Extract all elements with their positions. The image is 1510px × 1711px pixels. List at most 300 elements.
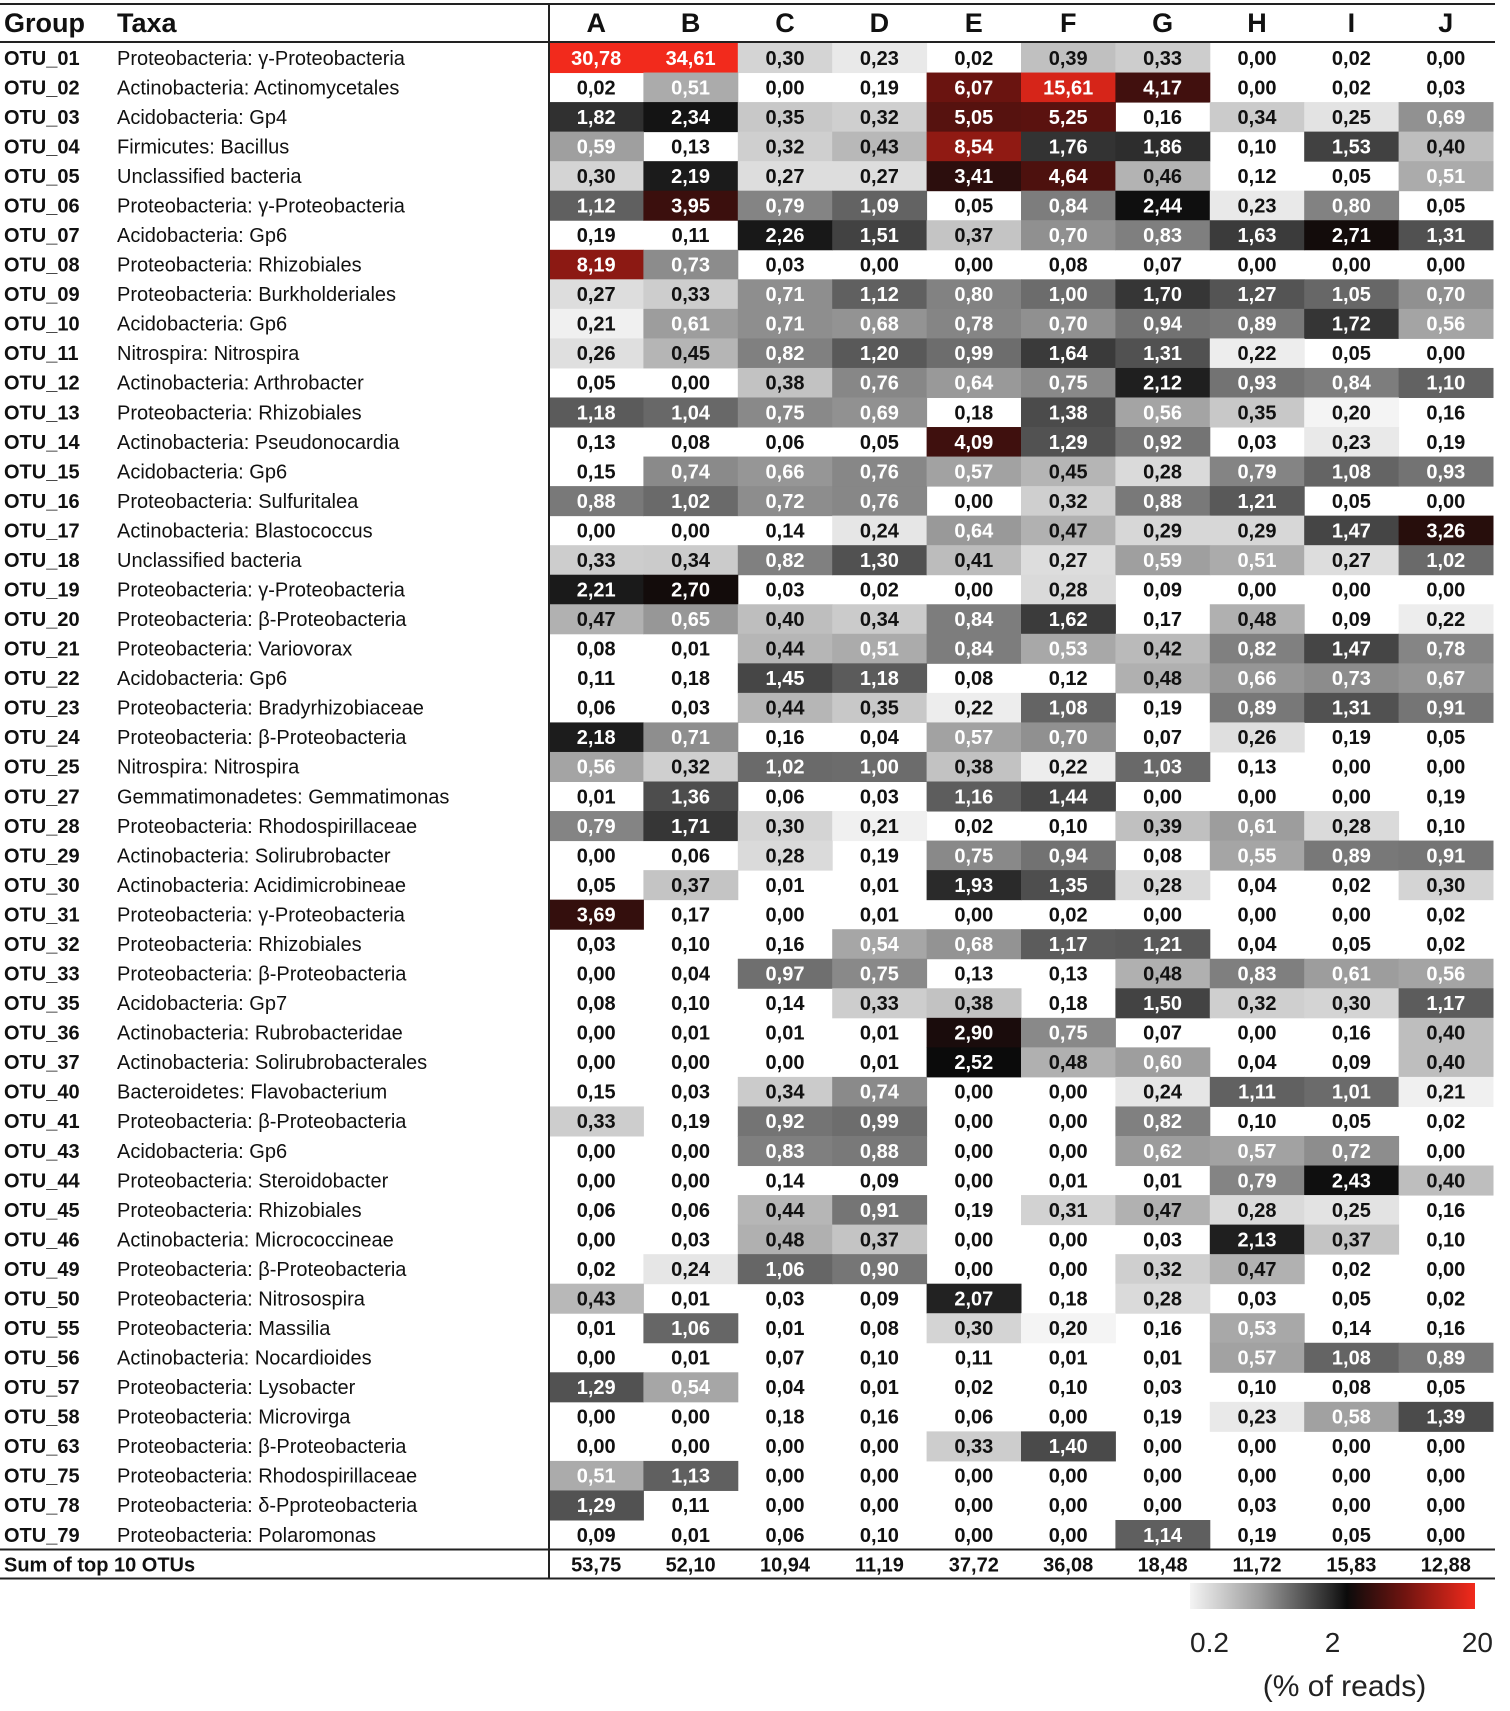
- cell-value-label: 0,30: [765, 815, 805, 838]
- cell-value-label: 0,06: [765, 431, 805, 454]
- cell-value-label: 0,31: [1048, 1199, 1088, 1222]
- cell-value-label: 0,05: [1331, 343, 1371, 366]
- cell-value-label: 0,97: [765, 963, 805, 986]
- cell-value-label: 1,62: [1048, 609, 1088, 632]
- row-otu-label: OTU_14: [4, 431, 80, 454]
- row-taxa-label: Proteobacteria: Microvirga: [117, 1406, 351, 1429]
- cell-value-label: 1,53: [1331, 136, 1371, 159]
- cell-value-label: 0,00: [671, 1436, 711, 1459]
- cell-value-label: 0,07: [1143, 727, 1183, 750]
- cell-value-label: 0,54: [859, 933, 899, 956]
- cell-value-label: 0,67: [1426, 668, 1466, 691]
- cell-value-label: 0,16: [1331, 1022, 1371, 1045]
- cell-value-label: 0,78: [954, 313, 994, 336]
- cell-value-label: 0,60: [1143, 1052, 1183, 1075]
- row-otu-label: OTU_04: [4, 136, 80, 159]
- cell-value-label: 0,00: [1237, 786, 1277, 809]
- cell-value-label: 2,12: [1143, 372, 1183, 395]
- cell-value-label: 0,00: [859, 1436, 899, 1459]
- cell-value-label: 0,88: [859, 1140, 899, 1163]
- cell-value-label: 0,00: [1426, 1258, 1466, 1281]
- cell-value-label: 0,02: [954, 815, 994, 838]
- cell-value-label: 0,89: [1426, 1347, 1466, 1370]
- cell-value-label: 0,17: [1143, 609, 1183, 632]
- cell-value-label: 15,61: [1043, 77, 1094, 100]
- cell-value-label: 1,63: [1237, 225, 1277, 248]
- cell-value-label: 0,51: [1426, 165, 1466, 188]
- cell-value-label: 0,17: [671, 904, 711, 927]
- cell-value-label: 0,93: [1237, 372, 1277, 395]
- row-otu-label: OTU_79: [4, 1524, 80, 1547]
- row-taxa-label: Proteobacteria: Polaromonas: [117, 1524, 377, 1547]
- cell-value-label: 0,28: [1237, 1199, 1277, 1222]
- cell-value-label: 0,12: [1048, 668, 1088, 691]
- cell-value-label: 0,48: [1237, 609, 1277, 632]
- cell-value-label: 0,15: [576, 1081, 616, 1104]
- column-header-j: J: [1438, 8, 1454, 38]
- cell-value-label: 0,82: [1237, 638, 1277, 661]
- cell-value-label: 1,47: [1331, 520, 1371, 543]
- cell-value-label: 0,03: [1237, 1495, 1277, 1518]
- cell-value-label: 0,00: [576, 1140, 616, 1163]
- row-taxa-label: Nitrospira: Nitrospira: [117, 343, 300, 366]
- cell-value-label: 0,00: [1237, 904, 1277, 927]
- cell-value-label: 0,38: [765, 372, 805, 395]
- color-scale-tick-label: 0.2: [1190, 1627, 1229, 1658]
- row-otu-label: OTU_17: [4, 520, 80, 543]
- cell-value-label: 0,02: [1331, 874, 1371, 897]
- cell-value-label: 0,05: [1331, 1111, 1371, 1134]
- row-otu-label: OTU_28: [4, 815, 80, 838]
- cell-value-label: 0,03: [859, 786, 899, 809]
- cell-value-label: 0,16: [1143, 1317, 1183, 1340]
- row-taxa-label: Proteobacteria: Burkholderiales: [117, 284, 397, 307]
- row-taxa-label: Actinobacteria: Rubrobacteridae: [117, 1022, 403, 1045]
- cell-value-label: 2,07: [954, 1288, 994, 1311]
- cell-value-label: 0,61: [671, 313, 711, 336]
- row-taxa-label: Proteobacteria: Rhizobiales: [117, 933, 362, 956]
- cell-value-label: 0,00: [1426, 47, 1466, 70]
- cell-value-label: 0,12: [1237, 165, 1277, 188]
- cell-value-label: 0,33: [859, 993, 899, 1016]
- row-otu-label: OTU_01: [4, 47, 80, 70]
- cell-value-label: 0,02: [1331, 77, 1371, 100]
- cell-value-label: 1,00: [1048, 284, 1088, 307]
- cell-value-label: 0,03: [1237, 1288, 1277, 1311]
- cell-value-label: 0,08: [671, 431, 711, 454]
- row-taxa-label: Actinobacteria: Actinomycetales: [117, 77, 400, 100]
- cell-value-label: 0,01: [859, 1377, 899, 1400]
- cell-value-label: 0,30: [1331, 993, 1371, 1016]
- cell-value-label: 0,19: [1143, 1406, 1183, 1429]
- row-taxa-label: Actinobacteria: Pseudonocardia: [117, 431, 400, 454]
- cell-value-label: 0,04: [765, 1377, 805, 1400]
- sum-value-label: 36,08: [1043, 1554, 1094, 1577]
- cell-value-label: 0,00: [576, 1347, 616, 1370]
- cell-value-label: 0,00: [1331, 756, 1371, 779]
- cell-value-label: 0,55: [1237, 845, 1277, 868]
- cell-value-label: 0,32: [1143, 1258, 1183, 1281]
- cell-value-label: 1,31: [1143, 343, 1183, 366]
- cell-value-label: 0,03: [765, 1288, 805, 1311]
- sum-value-label: 53,75: [571, 1554, 622, 1577]
- cell-value-label: 0,03: [671, 1081, 711, 1104]
- row-taxa-label: Proteobacteria: β-Proteobacteria: [117, 609, 407, 632]
- cell-value-label: 0,00: [954, 1170, 994, 1193]
- cell-value-label: 0,00: [576, 1406, 616, 1429]
- cell-value-label: 0,08: [1331, 1377, 1371, 1400]
- cell-value-label: 0,06: [954, 1406, 994, 1429]
- cell-value-label: 0,33: [671, 284, 711, 307]
- cell-value-label: 0,38: [954, 993, 994, 1016]
- cell-value-label: 1,47: [1331, 638, 1371, 661]
- cell-value-label: 0,30: [954, 1317, 994, 1340]
- cell-value-label: 0,62: [1143, 1140, 1183, 1163]
- cell-value-label: 0,05: [1331, 1288, 1371, 1311]
- cell-value-label: 0,74: [859, 1081, 899, 1104]
- cell-value-label: 1,21: [1143, 933, 1183, 956]
- cell-value-label: 0,78: [1426, 638, 1466, 661]
- cell-value-label: 0,00: [1048, 1229, 1088, 1252]
- row-taxa-label: Proteobacteria: β-Proteobacteria: [117, 1436, 407, 1459]
- cell-value-label: 0,01: [765, 1317, 805, 1340]
- cell-value-label: 1,21: [1237, 490, 1277, 513]
- cell-value-label: 1,06: [765, 1258, 805, 1281]
- cell-value-label: 0,27: [576, 284, 616, 307]
- cell-value-label: 0,64: [954, 372, 994, 395]
- cell-value-label: 0,28: [1143, 874, 1183, 897]
- cell-value-label: 0,76: [859, 490, 899, 513]
- cell-value-label: 0,45: [671, 343, 711, 366]
- cell-value-label: 0,01: [671, 1022, 711, 1045]
- cell-value-label: 0,00: [954, 1495, 994, 1518]
- cell-value-label: 1,50: [1143, 993, 1183, 1016]
- cell-value-label: 2,52: [954, 1052, 994, 1075]
- cell-value-label: 0,18: [1048, 993, 1088, 1016]
- cell-value-label: 0,57: [1237, 1140, 1277, 1163]
- cell-value-label: 0,19: [1143, 697, 1183, 720]
- row-otu-label: OTU_63: [4, 1436, 80, 1459]
- cell-value-label: 0,16: [1426, 1317, 1466, 1340]
- cell-value-label: 0,00: [1237, 579, 1277, 602]
- cell-value-label: 0,01: [859, 1022, 899, 1045]
- cell-value-label: 1,93: [954, 874, 994, 897]
- sum-value-label: 15,83: [1326, 1554, 1377, 1577]
- cell-value-label: 0,00: [1331, 1465, 1371, 1488]
- row-otu-label: OTU_16: [4, 490, 80, 513]
- cell-value-label: 0,06: [576, 697, 616, 720]
- cell-value-label: 0,00: [859, 1495, 899, 1518]
- row-taxa-label: Acidobacteria: Gp6: [117, 668, 288, 691]
- cell-value-label: 0,92: [1143, 431, 1183, 454]
- cell-value-label: 0,01: [671, 1288, 711, 1311]
- cell-value-label: 0,22: [954, 697, 994, 720]
- cell-value-label: 0,05: [1426, 727, 1466, 750]
- cell-value-label: 4,09: [954, 431, 994, 454]
- cell-value-label: 0,37: [1331, 1229, 1371, 1252]
- cell-value-label: 0,25: [1331, 106, 1371, 129]
- cell-value-label: 1,35: [1048, 874, 1088, 897]
- row-taxa-label: Proteobacteria: Nitrosospira: [117, 1288, 365, 1311]
- cell-value-label: 0,35: [1237, 402, 1277, 425]
- cell-value-label: 0,08: [1048, 254, 1088, 277]
- cell-value-label: 0,00: [765, 1465, 805, 1488]
- row-taxa-label: Proteobacteria: β-Proteobacteria: [117, 1111, 407, 1134]
- cell-value-label: 0,00: [1048, 1140, 1088, 1163]
- cell-value-label: 0,22: [1237, 343, 1277, 366]
- cell-value-label: 2,34: [671, 106, 711, 129]
- cell-value-label: 0,27: [1331, 549, 1371, 572]
- cell-value-label: 0,34: [671, 549, 711, 572]
- cell-value-label: 0,00: [576, 1229, 616, 1252]
- cell-value-label: 0,59: [1143, 549, 1183, 572]
- cell-value-label: 2,71: [1331, 225, 1371, 248]
- column-header-d: D: [869, 8, 890, 38]
- cell-value-label: 1,29: [576, 1495, 616, 1518]
- cell-value-label: 0,68: [954, 933, 994, 956]
- cell-value-label: 0,00: [954, 579, 994, 602]
- row-otu-label: OTU_20: [4, 609, 80, 632]
- row-otu-label: OTU_57: [4, 1377, 80, 1400]
- cell-value-label: 0,06: [671, 1199, 711, 1222]
- cell-value-label: 1,01: [1331, 1081, 1371, 1104]
- cell-value-label: 3,41: [954, 165, 994, 188]
- column-header-f: F: [1059, 8, 1077, 38]
- cell-value-label: 1,51: [859, 225, 899, 248]
- row-taxa-label: Proteobacteria: Sulfuritalea: [117, 490, 359, 513]
- cell-value-label: 1,82: [576, 106, 616, 129]
- cell-value-label: 0,28: [1143, 1288, 1183, 1311]
- row-otu-label: OTU_55: [4, 1317, 80, 1340]
- cell-value-label: 0,00: [1048, 1081, 1088, 1104]
- cell-value-label: 1,18: [576, 402, 616, 425]
- cell-value-label: 0,05: [1426, 1377, 1466, 1400]
- row-otu-label: OTU_35: [4, 993, 80, 1016]
- cell-value-label: 0,15: [576, 461, 616, 484]
- cell-value-label: 0,91: [1426, 845, 1466, 868]
- cell-value-label: 0,44: [765, 697, 805, 720]
- cell-value-label: 0,71: [765, 284, 805, 307]
- cell-value-label: 0,00: [1048, 1111, 1088, 1134]
- column-header-i: I: [1347, 8, 1356, 38]
- cell-value-label: 0,33: [576, 549, 616, 572]
- cell-value-label: 0,27: [765, 165, 805, 188]
- row-otu-label: OTU_09: [4, 284, 80, 307]
- cell-value-label: 0,40: [1426, 136, 1466, 159]
- row-otu-label: OTU_08: [4, 254, 80, 277]
- cell-value-label: 0,08: [576, 638, 616, 661]
- row-taxa-label: Proteobacteria: Rhizobiales: [117, 402, 362, 425]
- cell-value-label: 0,21: [1426, 1081, 1466, 1104]
- row-otu-label: OTU_37: [4, 1052, 80, 1075]
- cell-value-label: 1,40: [1048, 1436, 1088, 1459]
- row-otu-label: OTU_13: [4, 402, 80, 425]
- cell-value-label: 0,24: [1143, 1081, 1183, 1104]
- cell-value-label: 6,07: [954, 77, 994, 100]
- cell-value-label: 0,21: [859, 815, 899, 838]
- cell-value-label: 0,00: [576, 1022, 616, 1045]
- cell-value-label: 0,39: [1048, 47, 1088, 70]
- cell-value-label: 0,94: [1048, 845, 1088, 868]
- cell-value-label: 0,82: [765, 343, 805, 366]
- row-taxa-label: Proteobacteria: Rhizobiales: [117, 1199, 362, 1222]
- cell-value-label: 2,90: [954, 1022, 994, 1045]
- cell-value-label: 0,43: [576, 1288, 616, 1311]
- row-otu-label: OTU_05: [4, 165, 80, 188]
- cell-value-label: 0,02: [954, 1377, 994, 1400]
- cell-value-label: 0,84: [1048, 195, 1088, 218]
- row-taxa-label: Actinobacteria: Blastococcus: [117, 520, 373, 543]
- cell-value-label: 0,05: [1331, 933, 1371, 956]
- cell-value-label: 0,34: [859, 609, 899, 632]
- cell-value-label: 1,02: [671, 490, 711, 513]
- row-otu-label: OTU_18: [4, 549, 80, 572]
- cell-value-label: 0,09: [1331, 1052, 1371, 1075]
- cell-value-label: 0,10: [1048, 815, 1088, 838]
- cell-value-label: 0,75: [859, 963, 899, 986]
- cell-value-label: 0,01: [671, 1347, 711, 1370]
- row-taxa-label: Acidobacteria: Gp7: [117, 993, 288, 1016]
- cell-value-label: 1,13: [671, 1465, 711, 1488]
- cell-value-label: 0,37: [671, 874, 711, 897]
- cell-value-label: 0,57: [954, 727, 994, 750]
- cell-value-label: 0,09: [1143, 579, 1183, 602]
- row-otu-label: OTU_32: [4, 933, 80, 956]
- cell-value-label: 3,95: [671, 195, 711, 218]
- cell-value-label: 0,18: [954, 402, 994, 425]
- cell-value-label: 5,25: [1048, 106, 1088, 129]
- cell-value-label: 1,31: [1331, 697, 1371, 720]
- cell-value-label: 0,05: [1331, 1524, 1371, 1547]
- row-otu-label: OTU_46: [4, 1229, 80, 1252]
- row-otu-label: OTU_21: [4, 638, 80, 661]
- color-scale-tick-label: 2: [1324, 1627, 1341, 1658]
- row-otu-label: OTU_36: [4, 1022, 80, 1045]
- cell-value-label: 0,00: [1048, 1495, 1088, 1518]
- cell-value-label: 0,03: [671, 1229, 711, 1252]
- row-otu-label: OTU_12: [4, 372, 80, 395]
- cell-value-label: 0,73: [1331, 668, 1371, 691]
- cell-value-label: 0,08: [859, 1317, 899, 1340]
- cell-value-label: 0,30: [765, 47, 805, 70]
- row-otu-label: OTU_56: [4, 1347, 80, 1370]
- cell-value-label: 0,37: [859, 1229, 899, 1252]
- cell-value-label: 0,06: [765, 786, 805, 809]
- cell-value-label: 1,86: [1143, 136, 1183, 159]
- cell-value-label: 0,28: [1048, 579, 1088, 602]
- cell-value-label: 0,00: [576, 845, 616, 868]
- cell-value-label: 0,88: [1143, 490, 1183, 513]
- cell-value-label: 0,13: [671, 136, 711, 159]
- cell-value-label: 0,05: [1426, 195, 1466, 218]
- cell-value-label: 8,54: [954, 136, 994, 159]
- cell-value-label: 0,09: [1331, 609, 1371, 632]
- cell-value-label: 0,06: [671, 845, 711, 868]
- cell-value-label: 0,51: [671, 77, 711, 100]
- cell-value-label: 0,10: [1426, 815, 1466, 838]
- row-otu-label: OTU_58: [4, 1406, 80, 1429]
- cell-value-label: 0,05: [954, 195, 994, 218]
- cell-value-label: 0,32: [1048, 490, 1088, 513]
- cell-value-label: 0,71: [671, 727, 711, 750]
- cell-value-label: 0,02: [1331, 47, 1371, 70]
- cell-value-label: 1,08: [1331, 461, 1371, 484]
- row-otu-label: OTU_22: [4, 668, 80, 691]
- cell-value-label: 0,00: [1237, 1465, 1277, 1488]
- cell-value-label: 0,23: [859, 47, 899, 70]
- cell-value-label: 0,14: [765, 993, 805, 1016]
- cell-value-label: 0,66: [1237, 668, 1277, 691]
- cell-value-label: 1,16: [954, 786, 994, 809]
- cell-value-label: 0,09: [859, 1170, 899, 1193]
- cell-value-label: 0,30: [576, 165, 616, 188]
- cell-value-label: 0,99: [859, 1111, 899, 1134]
- cell-value-label: 0,84: [954, 609, 994, 632]
- cell-value-label: 0,23: [1237, 195, 1277, 218]
- cell-value-label: 0,00: [954, 254, 994, 277]
- cell-value-label: 0,02: [859, 579, 899, 602]
- cell-value-label: 0,11: [954, 1347, 993, 1370]
- cell-value-label: 0,75: [954, 845, 994, 868]
- row-taxa-label: Gemmatimonadetes: Gemmatimonas: [117, 786, 450, 809]
- cell-value-label: 0,08: [576, 993, 616, 1016]
- cell-value-label: 0,79: [576, 815, 616, 838]
- cell-value-label: 0,00: [1426, 1495, 1466, 1518]
- cell-value-label: 0,03: [576, 933, 616, 956]
- row-taxa-label: Proteobacteria: Lysobacter: [117, 1377, 356, 1400]
- row-taxa-label: Proteobacteria: Rhodospirillaceae: [117, 815, 418, 838]
- cell-value-label: 0,84: [1331, 372, 1371, 395]
- cell-value-label: 0,07: [765, 1347, 805, 1370]
- cell-value-label: 0,03: [1237, 431, 1277, 454]
- cell-value-label: 0,14: [765, 520, 805, 543]
- cell-value-label: 1,29: [1048, 431, 1088, 454]
- cell-value-label: 0,61: [1331, 963, 1371, 986]
- cell-value-label: 1,38: [1048, 402, 1088, 425]
- cell-value-label: 0,16: [765, 727, 805, 750]
- cell-value-label: 0,00: [1426, 490, 1466, 513]
- cell-value-label: 2,13: [1237, 1229, 1277, 1252]
- cell-value-label: 0,26: [1237, 727, 1277, 750]
- cell-value-label: 0,07: [1143, 254, 1183, 277]
- cell-value-label: 0,71: [765, 313, 805, 336]
- cell-value-label: 0,21: [576, 313, 616, 336]
- cell-value-label: 0,16: [765, 933, 805, 956]
- cell-value-label: 0,56: [1426, 963, 1466, 986]
- cell-value-label: 0,48: [765, 1229, 805, 1252]
- cell-value-label: 0,00: [671, 1170, 711, 1193]
- cell-value-label: 0,59: [576, 136, 616, 159]
- cell-value-label: 0,10: [1237, 1377, 1277, 1400]
- cell-value-label: 0,00: [765, 1052, 805, 1075]
- cell-value-label: 0,00: [859, 254, 899, 277]
- cell-value-label: 0,75: [1048, 372, 1088, 395]
- cell-value-label: 0,00: [1331, 254, 1371, 277]
- header-taxa: Taxa: [117, 8, 177, 38]
- cell-value-label: 0,18: [765, 1406, 805, 1429]
- row-otu-label: OTU_11: [4, 343, 79, 366]
- cell-value-label: 0,19: [859, 845, 899, 868]
- row-taxa-label: Proteobacteria: γ-Proteobacteria: [117, 579, 405, 602]
- cell-value-label: 0,75: [1048, 1022, 1088, 1045]
- cell-value-label: 0,47: [1143, 1199, 1183, 1222]
- cell-value-label: 0,83: [1143, 225, 1183, 248]
- cell-value-label: 0,00: [1048, 1524, 1088, 1547]
- cell-value-label: 0,39: [1143, 815, 1183, 838]
- row-otu-label: OTU_45: [4, 1199, 80, 1222]
- cell-value-label: 0,91: [1426, 697, 1466, 720]
- cell-value-label: 0,70: [1426, 284, 1466, 307]
